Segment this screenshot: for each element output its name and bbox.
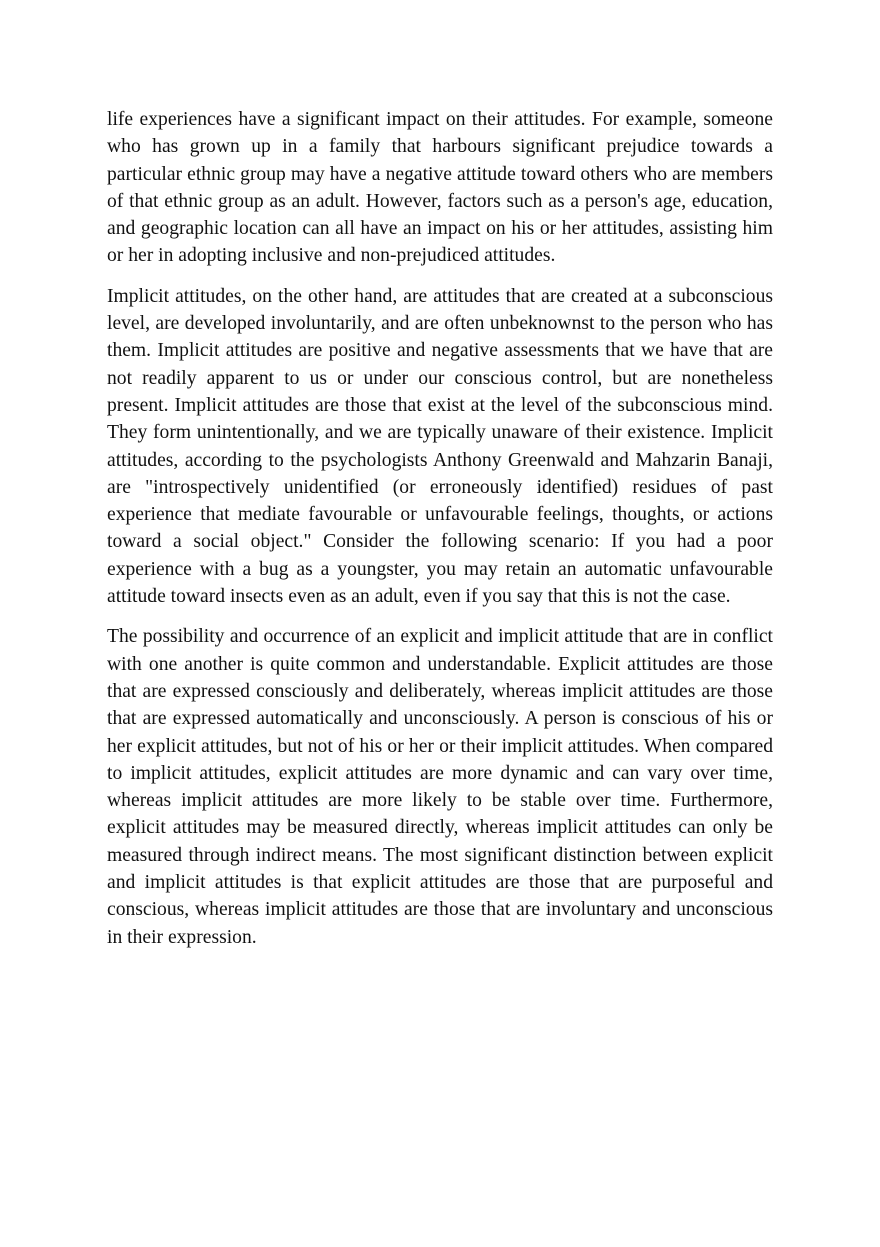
paragraph-life-experiences: life experiences have a significant impact on their attitudes. For example, someone who has grown up in a family that harbours significant prejudice towards a particular ethnic group may have a negative attitude toward others who are members of that ethnic group as an adult. However, factors such as a person's age, education, and geographic location can all have an impact on his or her attitudes, assisting him or her in adopting inclusive and non-prejudiced attitudes. <box>107 109 773 267</box>
paragraph-explicit-vs-implicit: The possibility and occurrence of an explicit and implicit attitude that are in conflict with one another is quite common and understandable. Explicit attitudes are those that are expressed consciously and deliberately, whereas implicit attitudes are those that are expressed automatically and unconsciously. A person is conscious of his or her explicit attitudes, but not of his or her or their implicit attitudes. When compared to implicit attitudes, explicit attitudes are more dynamic and can vary over time, whereas implicit attitudes are more likely to be stable over time. Furthermore, explicit attitudes may be measured directly, whereas implicit attitudes can only be measured through indirect means. The most significant distinction between explicit and implicit attitudes is that explicit attitudes are those that are purposeful and conscious, whereas implicit attitudes are those that are involuntary and unconscious in their expression. <box>107 626 773 948</box>
paragraph-implicit-attitudes: Implicit attitudes, on the other hand, are attitudes that are created at a subconscious level, are developed involuntarily, and are often unbeknownst to the person who has them. Implicit attitudes are positive and negative assessments that we have that are not readily apparent to us or under our conscious control, but are nonetheless present. Implicit attitudes are those that exist at the level of the subconscious mind. They form unintentionally, and we are typically unaware of their existence. Implicit attitudes, according to the psychologists Anthony Greenwald and Mahzarin Banaji, are "introspectively unidentified (or erroneously identified) residues of past experience that mediate favourable or unfavourable feelings, thoughts, or actions toward a social object." Consider the following scenario: If you had a poor experience with a bug as a youngster, you may retain an automatic unfavourable attitude toward insects even as an adult, even if you say that this is not the case. <box>107 285 773 608</box>
document-page <box>107 106 773 964</box>
